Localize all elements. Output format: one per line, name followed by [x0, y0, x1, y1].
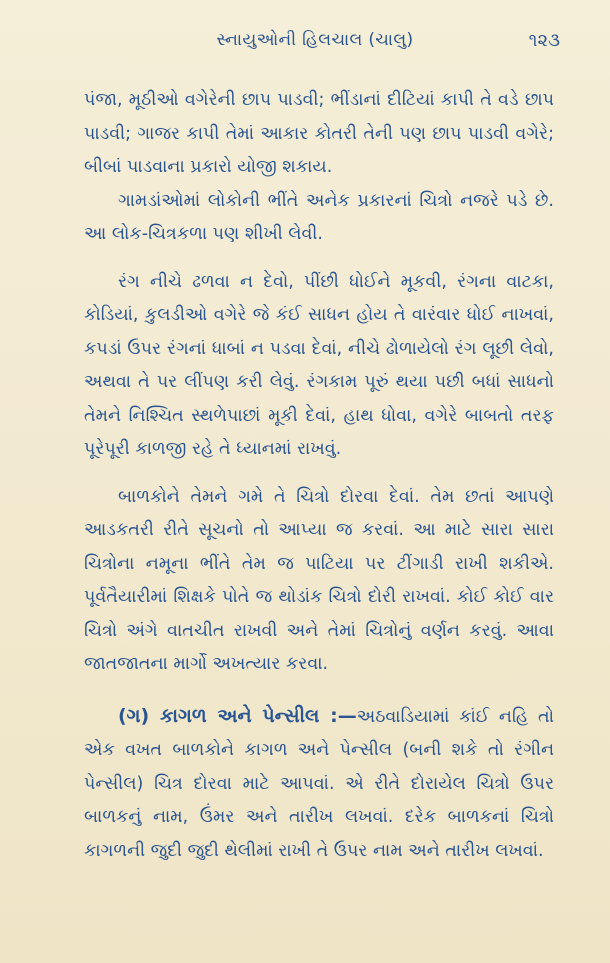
- paragraph-1: પંજા, મૂઠીઓ વગેરેની છાપ પાડવી; ભીંડાનાં દીટિયાં કાપી તે વડે છાપ પાડવી; ગાજર કાપી તેમાં આકાર કોતરી તેની પણ છાપ પાડવી વગેરે; બીબાં પાડવાના પ્રકારો યોજી શકાય.: [84, 90, 554, 177]
- section-paragraph: [84, 700, 554, 869]
- section-heading: (ગ) કાગળ અને પેન્સીલ :—: [118, 704, 357, 727]
- running-title: સ્નાયુઓની હિલચાલ (ચાલુ): [216, 30, 414, 50]
- paragraph-2: ગામડાંઓમાં લોકોની ભીંતે અનેક પ્રકારનાં ચિત્રો નજરે પડે છે. આ લોક-ચિત્રકળા પણ શીખી લેવી.: [84, 190, 554, 244]
- section-text: અઠવાડિયામાં કાંઈ નહિ તો એક વખત બાળકોને કાગળ અને પેન્સીલ (બની શકે તો રંગીન પેન્સીલ) ચિત્ર દોરવા માટે આપવાં. એ રીતે દોરાયેલ ચિત્રો ઉપર બાળકનું નામ, ઉંમર અને તારીખ લખવાં. દરેક બાળકનાં ચિત્રો કાગળની જુદી જુદી થેલીમાં રાખી તે ઉપર નામ અને તારીખ લખવાં.: [84, 706, 554, 861]
- page-header: [60, 30, 570, 66]
- paragraph-3: રંગ નીચે ઢળવા ન દેવો, પીંછી ધોઈને મૂકવી, રંગના વાટકા, કોડિયાં, કુલડીઓ વગેરે જે કંઈ સાધન હોય તે વારંવાર ધોઈ નાખવાં, કપડાં ઉપર રંગનાં ધાબાં ન પડવા દેવાં, નીચે ઢોળાયેલો રંગ લૂછી લેવો, અથવા તે પર લીંપણ કરી લેવું. રંગકામ પૂરું થયા પછી બધાં સાધનો તેમને નિશ્ચિત સ્થળેપાછાં મૂકી દેવાં, હાથ ધોવા, વગેરે બાબતો તરફ પૂરેપૂરી કાળજી રહે તે ધ્યાનમાં રાખવું.: [84, 271, 554, 459]
- page-number: ૧૨૩: [528, 30, 560, 51]
- paragraph-4: બાળકોને તેમને ગમે તે ચિત્રો દોરવા દેવાં. તેમ છતાં આપણે આડકતરી રીતે સૂચનો તો આપ્યા જ કરવાં. આ માટે સારા સારા ચિત્રોના નમૂના ભીંતે તેમ જ પાટિયા પર ટીંગાડી રાખી શકીએ. પૂર્વતૈયારીમાં શિક્ષકે પોતે જ થોડાંક ચિત્રો દોરી રાખવાં. કોઈ કોઈ વાર ચિત્રો અંગે વાતચીત રાખવી અને તેમાં ચિત્રોનું વર્ણન કરવું. આવા જાતજાતના માર્ગો અખત્યાર કરવા.: [84, 486, 554, 674]
- body-text: [84, 84, 554, 868]
